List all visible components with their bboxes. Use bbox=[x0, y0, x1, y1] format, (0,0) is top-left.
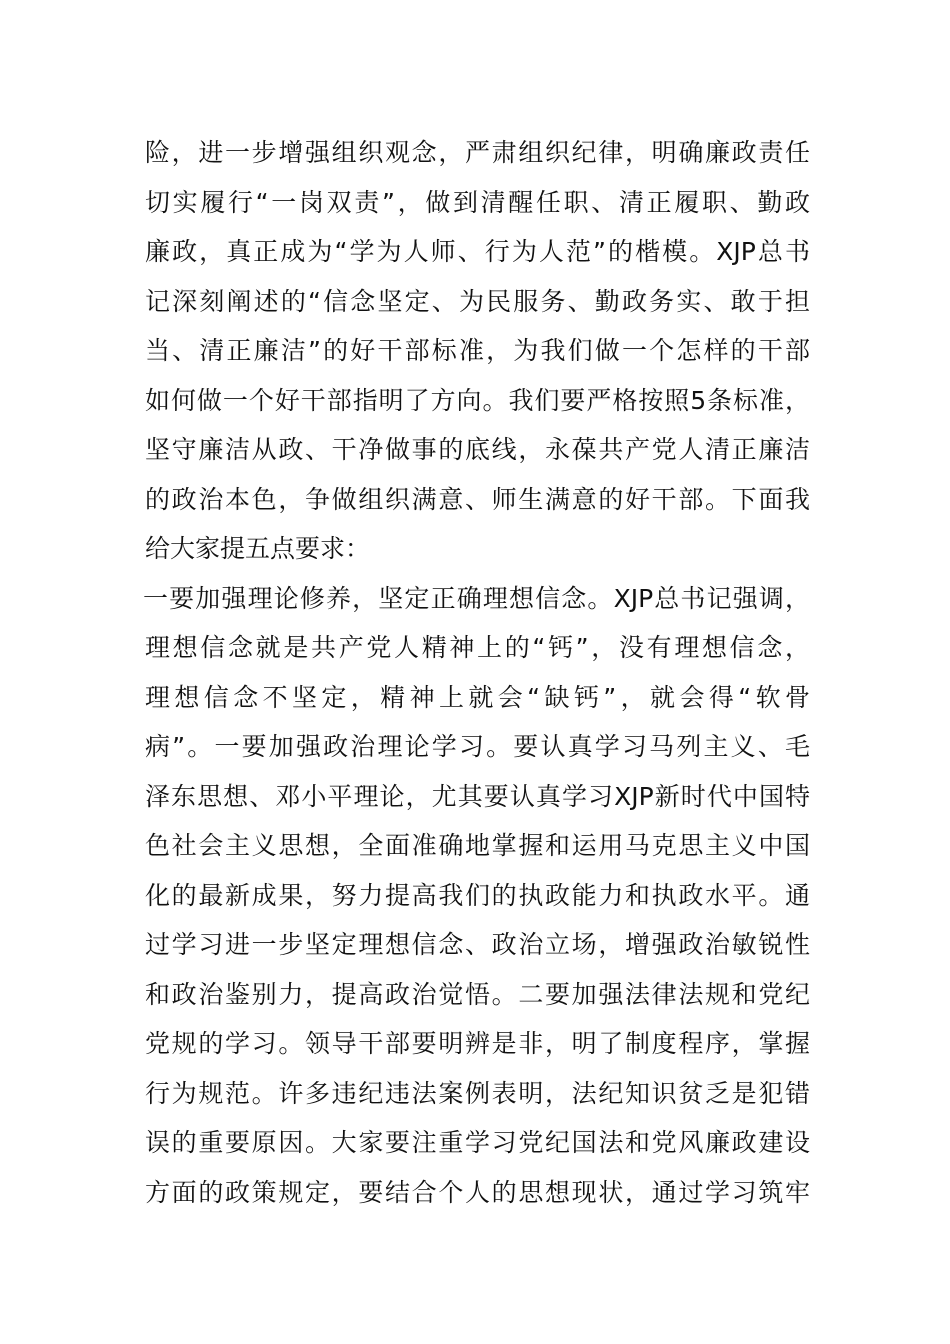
text-line: 化的最新成果，努力提高我们的执政能力和执政水平。通 bbox=[145, 880, 810, 910]
text-line: 泽东思想、邓小平理论，尤其要认真学习XJP新时代中国特 bbox=[145, 781, 810, 811]
text-line: 病”。一要加强政治理论学习。要认真学习马列主义、毛 bbox=[145, 732, 810, 761]
text-line: 理想信念就是共产党人精神上的“钙”，没有理想信念， bbox=[145, 633, 810, 662]
text-line: 给大家提五点要求： bbox=[145, 534, 371, 563]
text-line: 的政治本色，争做组织满意、师生满意的好干部。下面我 bbox=[145, 484, 810, 514]
text-line: 一要加强理论修养，坚定正确理想信念。XJP总书记强调， bbox=[143, 583, 810, 613]
text-line: 行为规范。许多违纪违法案例表明，法纪知识贫乏是犯错 bbox=[145, 1078, 810, 1108]
text-line: 险，进一步增强组织观念，严肃组织纪律，明确廉政责任 bbox=[145, 138, 810, 167]
document-body bbox=[145, 128, 810, 1217]
text-line: 廉政，真正成为“学为人师、行为人范”的楷模。XJP总书 bbox=[145, 237, 810, 266]
text-line: 理想信念不坚定，精神上就会“缺钙”，就会得“软骨 bbox=[145, 682, 810, 712]
text-line: 和政治鉴别力，提高政治觉悟。二要加强法律法规和党纪 bbox=[145, 979, 810, 1009]
text-line: 方面的政策规定，要结合个人的思想现状，通过学习筑牢 bbox=[145, 1177, 810, 1207]
text-line: 色社会主义思想，全面准确地掌握和运用马克思主义中国 bbox=[145, 831, 810, 860]
text-line: 党规的学习。领导干部要明辨是非，明了制度程序，掌握 bbox=[145, 1029, 810, 1058]
text-line: 坚守廉洁从政、干净做事的底线，永葆共产党人清正廉洁 bbox=[145, 435, 810, 464]
text-line: 切实履行“一岗双责”，做到清醒任职、清正履职、勤政 bbox=[145, 187, 810, 217]
text-line: 误的重要原因。大家要注重学习党纪国法和党风廉政建设 bbox=[145, 1128, 810, 1157]
text-line: 记深刻阐述的“信念坚定、为民服务、勤政务实、敢于担 bbox=[145, 286, 810, 316]
text-line: 如何做一个好干部指明了方向。我们要严格按照5条标准， bbox=[145, 385, 810, 415]
text-line: 过学习进一步坚定理想信念、政治立场，增强政治敏锐性 bbox=[145, 930, 810, 959]
text-line: 当、清正廉洁”的好干部标准，为我们做一个怎样的干部 bbox=[145, 336, 810, 365]
